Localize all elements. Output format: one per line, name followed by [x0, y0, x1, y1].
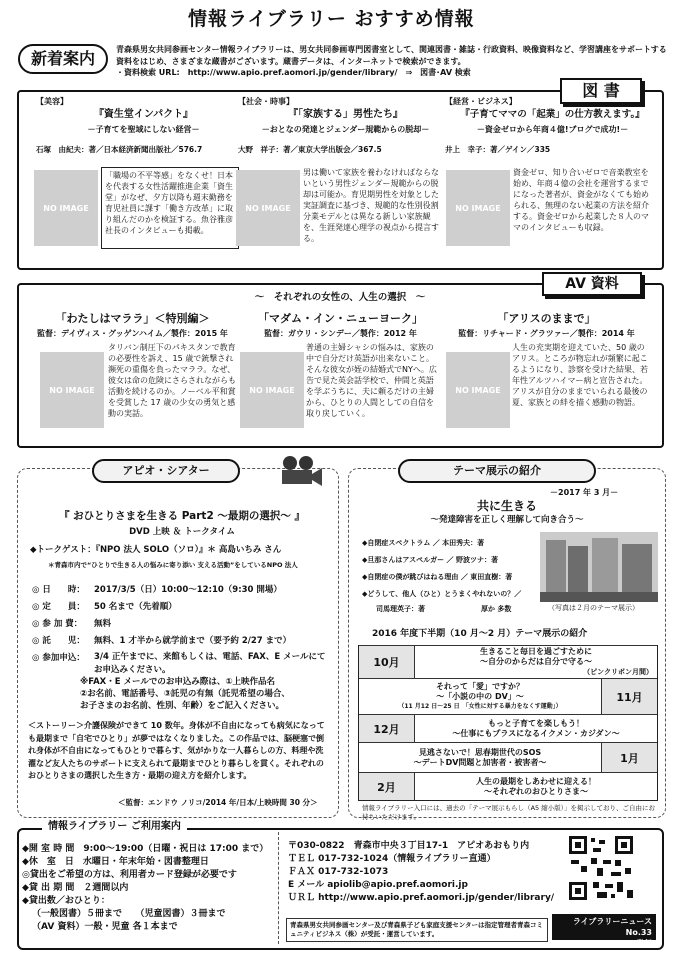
schedule-text — [359, 679, 601, 714]
detail-label: ◎ 参 加 費： — [32, 619, 83, 629]
detail-row — [32, 651, 332, 677]
schedule-line: それって「愛」ですか？ — [436, 681, 524, 691]
no-image-placeholder: NO IMAGE — [40, 352, 104, 428]
intro-paragraph: 青森県男女共同参画センター情報ライブラリーは、男女共同参画専門図書室として、関連図書・雑誌・行政資料、映像資料など、学習講座をサポートする資料をはじめ、さまざまな蔵書がございます。蔵書データは、インターネットで検索ができます。 — [116, 45, 667, 66]
note-line: ※FAX・E メールでのお申込み際は、①上映作品名 — [80, 677, 276, 687]
book-category: 【美容】 — [36, 97, 68, 106]
newsletter-label — [552, 914, 656, 948]
book-title: 『子育てママの「起業」の仕方教えます。』 — [460, 109, 645, 120]
book-author: 石塚 由紀夫：著／日本経済新聞出版社／576.7 — [36, 145, 203, 154]
av-description: 普通の主婦シャシの悩みは、家族の中で自分だけ英語が出来ないこと。そんな彼女が姪の結婚式でNYへ。広告で見た英会話学校で、仲間と英語を学ぶうちに、夫に頼るだけの主婦から、ひとりの人間としての自信を取り戻していく。 — [306, 343, 437, 418]
schedule-title: 2016 年度下半期（10 月～2 月）テーマ展示の紹介 — [372, 629, 588, 639]
usage-line: （一般図書）５冊まで （児童図書）３冊まで — [32, 909, 226, 919]
detail-label: ◎ 定 員： — [32, 602, 85, 612]
detail-value: 50 名まで（先着順） — [94, 602, 177, 612]
divider — [278, 832, 279, 944]
schedule-text — [415, 646, 657, 678]
av-theme: ～ それぞれの女性の、人生の選択 ～ — [254, 292, 426, 303]
newsletter-name: ライブラリーニュース No.33 — [572, 917, 652, 937]
schedule-line: もっと子育てを楽しもう！ — [488, 718, 584, 728]
schedule-line: （11 月12 日～25 日 「女性に対する暴力をなくす運動」） — [398, 702, 562, 710]
book-subtitle: －子育てを聖域にしない経営－ — [87, 125, 200, 134]
schedule-month: 10月 — [359, 646, 415, 678]
story-label: ＜ストーリー＞ — [28, 721, 84, 730]
detail-label: ◎ 託 児： — [32, 636, 85, 646]
av-tag: AV 資料 — [542, 272, 642, 296]
theme-footnote: 情報ライブラリー入口には、過去の「テーマ展示もらし（A5 縮小版）」を掲示しており、ご自由にお持ちいただけます。 — [362, 804, 656, 821]
schedule-line: ～デートDV問題と加害者・被害者～ — [413, 757, 547, 767]
detail-row — [32, 583, 332, 597]
schedule-line: ～それぞれのおひとりさま～ — [484, 786, 588, 796]
book-description: 「職場の不平等感」をなくせ！日本を代表する女性活躍推進企業「資生堂」がなぜ、夕方以降も週末勤務を育児社員に課す「働き方改革」に取り組んだのかを検証する。魚谷雅彦社長のインタビューも掲載。 — [101, 167, 239, 249]
contact-fax: ＦＡＸ 017-732-1073 — [288, 867, 389, 877]
event-details — [32, 583, 332, 677]
contact-info — [288, 840, 554, 905]
photo-caption: （写真は２月のテーマ展示） — [548, 604, 639, 612]
theme-subtitle: ～発達障害を正しく理解して向き合う～ — [430, 515, 584, 525]
av-description: タリバン制圧下のパキスタンで教育の必要性を訴え、15 歳で銃撃され瀕死の重傷を負ったマララ。なぜ、彼女は命の危険にさらされながらも活動を続けるのか。ノーベル平和賞を受賞した 17 歳の少女の勇気と感動の実話。 — [108, 343, 236, 418]
books-tag: 図 書 — [560, 78, 642, 104]
schedule-month: 11月 — [601, 679, 657, 714]
management-note: 青森県男女共同参画センター及び青森県子ども家庭支援センターは指定管理者青森コミュニティビジネス（株）が受託・運営しています。 — [286, 918, 548, 942]
application-notes — [80, 676, 290, 712]
film-credit: ＜監督：エンドウ ノリコ/2014 年/日本/上映時間 30 分＞ — [118, 798, 318, 807]
qr-code-icon[interactable] — [567, 834, 635, 902]
detail-label: ◎ 参加申込： — [32, 653, 85, 663]
theme-book: ◆自閉症スペクトラム ／ 本田秀夫：著 — [362, 539, 485, 547]
usage-info — [22, 843, 268, 934]
usage-line: （AV 資料）一般・児童 各１本まで — [32, 922, 178, 932]
detail-row — [32, 600, 332, 614]
exhibit-photo — [540, 532, 658, 602]
schedule-text — [359, 743, 601, 772]
av-director: 監督：デイヴィス・グッゲンハイム／製作：2015 年 — [37, 329, 228, 338]
book-subtitle: －資金ゼロから年商４億!ブログで成功!－ — [476, 125, 629, 134]
book-title: 『「家族する」男性たち』 — [288, 109, 403, 120]
page-title: 情報ライブラリー おすすめ情報 — [188, 8, 475, 30]
book-author: 大野 祥子：著／東京大学出版会／367.5 — [238, 145, 382, 154]
detail-row — [32, 634, 332, 648]
note-line: お子さまのお名前、性別、年齢）をご記入ください。 — [80, 701, 285, 711]
search-url[interactable]: ・資料検索 URL: http://www.apio.pref.aomori.jp/gender/library/ ⇒ 図書･AV 検索 — [116, 68, 471, 77]
schedule-month: 2月 — [359, 773, 415, 800]
detail-value: 無料、1 才半から就学前まで（要予約 2/27 まで） — [94, 636, 292, 646]
schedule-line: ～仕事にもプラスになるイクメン・カジダン～ — [452, 728, 620, 738]
book-author: 井上 幸子：著／ゲイン／335 — [445, 145, 551, 154]
usage-line: ◆開 室 時 間 9:00～19:00（日曜・祝日は 17:00 まで） — [22, 844, 269, 854]
book-subtitle: －おとなの発達とジェンダー規範からの脱却－ — [261, 125, 430, 134]
theater-header: アピオ・シアター — [92, 459, 240, 483]
theme-book-authors: 司馬理英子：著 厚か 多数 — [362, 605, 512, 613]
av-director: 監督：ガウリ・シンデー／製作：2012 年 — [264, 329, 417, 338]
av-description: 人生の充実期を迎えていた、50 歳のアリス。ところが物忘れが頻繁に起こるようになり、診察を受けた結果、若年性アルツハイマー病と宣告された。アリスが自分のままでいられる最後の夏、家族との絆を描く感動の物語。 — [512, 343, 648, 407]
theme-header: テーマ展示の紹介 — [398, 459, 596, 483]
usage-line: ◆貸出数／おひとり： — [22, 896, 110, 906]
theme-book: ◆どうして、他人（ひと）とうまくやれないの？／ — [362, 590, 522, 598]
intro-text — [116, 44, 672, 79]
theme-date: －2017 年 3 月－ — [550, 488, 619, 497]
schedule-table — [358, 645, 658, 801]
story-text: 介護保険ができて 10 数年。身体が不自由になっても病気になっても最期まで「自宅でひとり」が夢ではなくなりました。この作品では、脳梗塞で倒れ身体が不自由になってもひとりで暮らす、気がかりな一人暮らしの方、料理や洗濯など友人たちのサポートに支えられて最期までひとり暮らしを貫く。それぞれのおひとりさまの選択した生き方・最期の迎え方を紹介します。 — [28, 721, 325, 780]
schedule-line: 人生の最期をしあわせに迎える！ — [476, 776, 596, 786]
film-projector-icon — [274, 454, 324, 490]
schedule-line: 生きること毎日を過ごすために — [480, 647, 592, 656]
av-title: 「アリスのままで」 — [497, 312, 596, 325]
theme-book-list — [362, 535, 521, 615]
schedule-row — [359, 742, 657, 772]
av-item-1[interactable] — [30, 312, 235, 339]
talk-guest: ◆トークゲスト：『NPO 法人 SOLO（ソロ）』＊ 高島いちみ さん — [30, 545, 282, 555]
book-item-1[interactable] — [36, 97, 251, 155]
usage-header: 情報ライブラリー ご利用案内 — [42, 822, 187, 832]
detail-value: 2017/3/5（日）10:00～12:10（9:30 開場） — [94, 585, 282, 595]
schedule-month: 1月 — [601, 743, 657, 772]
av-item-3[interactable] — [444, 312, 649, 339]
av-item-2[interactable] — [238, 312, 443, 339]
schedule-text — [415, 715, 657, 742]
detail-row — [32, 617, 332, 631]
book-item-2[interactable] — [238, 97, 453, 155]
talk-note: ＊青森市内で“ひとりで生きる人の悩みに寄り添い 支える活動”をしているNPO 法人 — [48, 561, 298, 569]
no-image-placeholder: NO IMAGE — [34, 170, 98, 246]
no-image-placeholder: NO IMAGE — [446, 352, 510, 428]
contact-email[interactable]: E メール apiolib@apio.pref.aomori.jp — [288, 880, 468, 890]
book-category: 【経営・ビジネス】 — [445, 97, 517, 106]
contact-address: 〒030-0822 青森市中央３丁目17-1 アピオあおもり内 — [288, 841, 530, 851]
schedule-text — [415, 773, 657, 800]
note-line: ②お名前、電話番号、③託児の有無（託児希望の場合、 — [80, 689, 290, 699]
book-title: 『資生堂インパクト』 — [93, 109, 194, 120]
book-description: 資金ゼロ、知り合いゼロで音楽教室を始め、年商４億の会社を運営するまでになった著者が、資金がなくても始められる、無理のない起業の方法を紹介する。資金ゼロから起業した８人のママのインタビューも収録。 — [513, 168, 649, 232]
book-item-3[interactable] — [445, 97, 660, 155]
usage-line: ◎貸出をご希望の方は、利用者カード登録が必要です — [22, 870, 237, 880]
usage-line: ◆貸 出 期 間 ２週間以内 — [22, 883, 129, 893]
detail-label: ◎ 日 時： — [32, 585, 85, 595]
new-arrivals-badge: 新着案内 — [18, 44, 108, 74]
book-description: 男は働いて家族を養わなければならないという男性ジェンダー規範からの脱却は可能か。育児期男性を対象とした実証調査に基づき、規範的な性別役割分業モデルとは異なる新しい家族観を、生涯発達心理学の視点から提言する。 — [303, 168, 439, 243]
contact-tel: ＴＥＬ 017-732-1024（情報ライブラリー直通） — [288, 854, 496, 864]
story — [28, 720, 330, 783]
no-image-placeholder: NO IMAGE — [240, 352, 304, 428]
av-director: 監督：リチャード・グラツァー／製作：2014 年 — [458, 329, 635, 338]
theme-book: ◆自閉症の僕が跳びはねる理由 ／ 東田直樹：著 — [362, 573, 513, 581]
schedule-row — [359, 772, 657, 800]
schedule-row — [359, 714, 657, 742]
schedule-month: 12月 — [359, 715, 415, 742]
schedule-row — [359, 645, 657, 678]
newsletter-date: 2017. 2 発行 — [599, 939, 652, 948]
detail-value: 3/4 正午までに、来館もしくは、電話、FAX、E メールにてお申込みください。 — [94, 652, 326, 675]
schedule-line: 見逃さないで！思春期世代のSOS — [418, 747, 542, 757]
schedule-line: （ピンクリボン月間） — [583, 668, 653, 676]
theme-book: ◆旦那さんはアスペルガー ／ 野波ツナ：著 — [362, 556, 498, 564]
schedule-line: ～「小説の中の DV」～ — [436, 691, 524, 701]
av-title: 「マダム・イン・ニューヨーク」 — [258, 312, 423, 325]
schedule-row — [359, 678, 657, 714]
no-image-placeholder: NO IMAGE — [236, 170, 300, 246]
book-category: 【社会・時事】 — [238, 97, 294, 106]
schedule-line: ～自分のからだは自分で守る～ — [480, 657, 592, 666]
usage-line: ◆休 室 日 水曜日・年末年始・図書整理日 — [22, 857, 209, 867]
event-subtitle: DVD 上映 ＆ トークタイム — [129, 527, 235, 537]
no-image-placeholder: NO IMAGE — [446, 170, 510, 246]
detail-value: 無料 — [94, 619, 112, 629]
av-title: 「わたしはマララ」＜特別編＞ — [55, 312, 210, 325]
theme-title: 共に生きる — [476, 499, 537, 513]
event-title: 『 おひとりさまを生きる Part2 ～最期の選択～ 』 — [58, 510, 306, 522]
contact-url[interactable]: ＵＲＬ http://www.apio.pref.aomori.jp/gender/library/ — [288, 893, 555, 903]
